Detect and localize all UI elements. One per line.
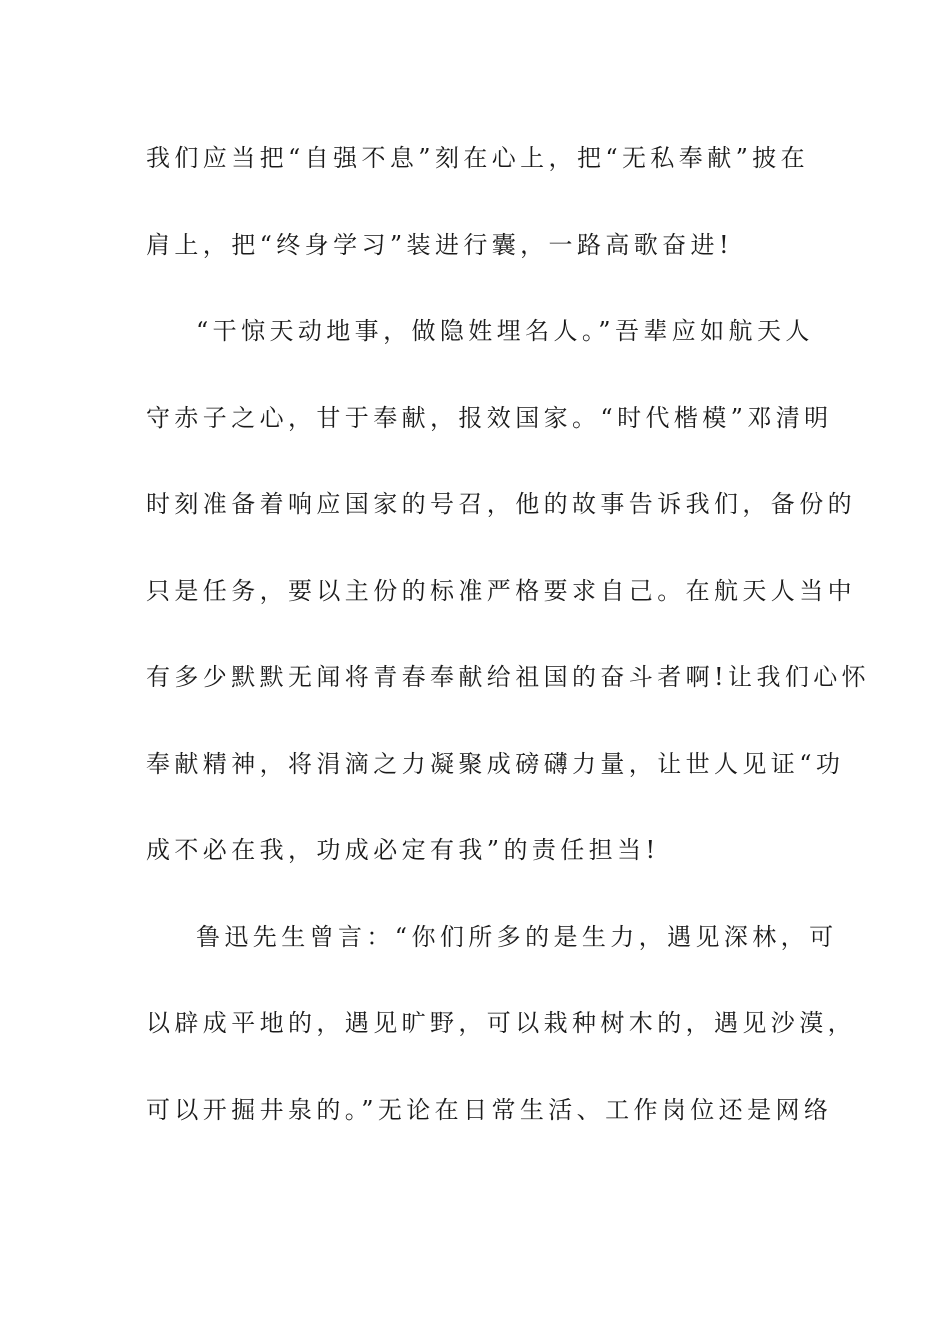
text-line: 守赤子之心，甘于奉献，报效国家。“时代楷模”邓清明 [146,403,833,432]
paragraph-start-line: 鲁迅先生曾言：“你们所多的是生力，遇见深林，可 [196,922,838,951]
text-line: 以辟成平地的，遇见旷野，可以栽种树木的，遇见沙漠， [146,1009,856,1037]
text-line: 奉献精神，将涓滴之力凝聚成磅礴力量，让世人见证“功 [146,749,845,778]
text-line: 肩上，把“终身学习”装进行囊，一路高歌奋进! [146,230,733,259]
text-line: 我们应当把“自强不息”刻在心上，把“无私奉献”披在 [146,144,810,172]
text-line: 时刻准备着响应国家的号召，他的故事告诉我们，备份的 [146,490,856,518]
document-body [146,134,871,1172]
text-line: 只是任务，要以主份的标准严格要求自己。在航天人当中 [146,576,856,605]
text-line: 可以开掘井泉的。”无论在日常生活、工作岗位还是网络 [146,1095,833,1124]
text-line: 有多少默默无闻将青春奉献给祖国的奋斗者啊!让我们心怀 [146,663,871,691]
paragraph-start-line: “干惊天动地事，做隐姓埋名人。”吾辈应如航天人 [196,317,814,345]
text-line: 成不必在我，功成必定有我”的责任担当! [146,836,660,864]
